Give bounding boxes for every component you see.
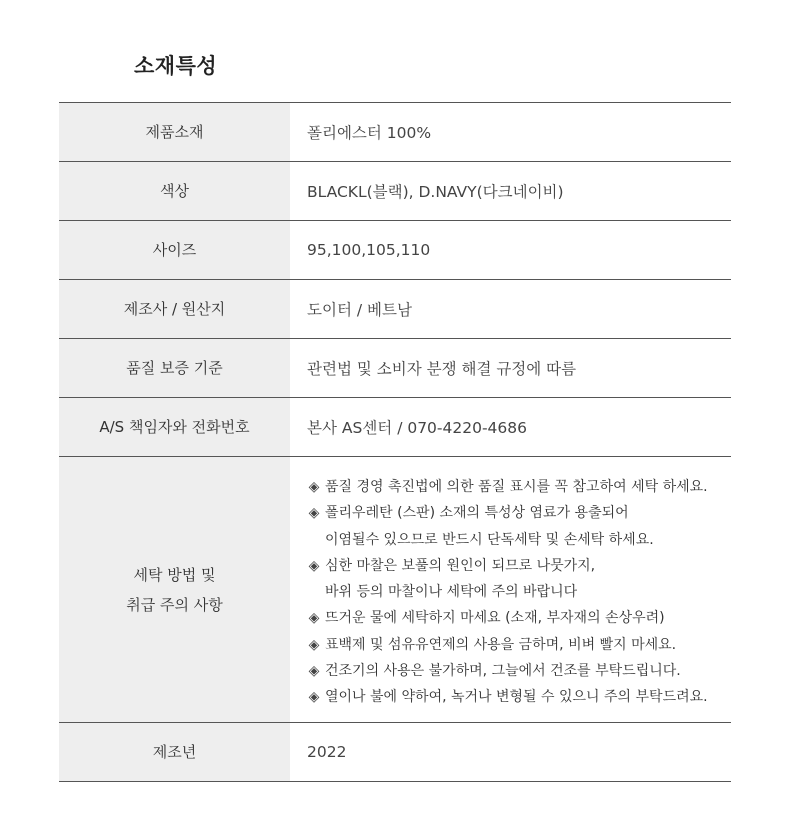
spec-row-manufacturer-origin	[59, 280, 731, 339]
spec-label: 색상	[59, 162, 290, 220]
diamond-bullet-icon: ◈	[308, 689, 320, 706]
wash-instruction-text: 심한 마찰은 보풀의 원인이 되므로 나뭇가지,	[325, 557, 596, 574]
wash-instruction-text: 이염될수 있으므로 반드시 단독세탁 및 손세탁 하세요.	[325, 531, 654, 548]
spec-value: BLACKL(블랙), D.NAVY(다크네이비)	[307, 183, 564, 201]
section-title: 소재특성	[134, 54, 218, 78]
wash-instruction-item	[306, 605, 731, 631]
spec-label: 사이즈	[59, 221, 290, 279]
spec-row-material	[59, 103, 731, 162]
wash-label-line-2: 취급 주의 사항	[126, 595, 223, 614]
spec-value: 폴리에스터 100%	[307, 124, 432, 142]
spec-value: 본사 AS센터 / 070-4220-4686	[307, 419, 528, 437]
spec-label: 품질 보증 기준	[59, 339, 290, 397]
spec-label: A/S 책임자와 전화번호	[59, 398, 290, 456]
spec-value: 95,100,105,110	[307, 241, 431, 259]
spec-row-size	[59, 221, 731, 280]
spec-value: 관련법 및 소비자 분쟁 해결 규정에 따름	[307, 360, 577, 378]
spec-row-washing-care	[59, 457, 731, 723]
spec-value: 도이터 / 베트남	[307, 301, 412, 319]
spec-label: 제품소재	[59, 103, 290, 161]
material-spec-table	[59, 102, 731, 782]
wash-instruction-item	[306, 500, 731, 526]
diamond-bullet-icon: ◈	[308, 505, 320, 522]
spec-row-as-contact	[59, 398, 731, 457]
spec-row-quality-warranty	[59, 339, 731, 398]
wash-instruction-text: 품질 경영 촉진법에 의한 품질 표시를 꼭 참고하여 세탁 하세요.	[325, 479, 708, 495]
wash-instruction-text: 바위 등의 마찰이나 세탁에 주의 바랍니다	[325, 584, 578, 601]
wash-instruction-text: 건조기의 사용은 불가하며, 그늘에서 건조를 부탁드립니다.	[325, 663, 681, 680]
diamond-bullet-icon: ◈	[308, 557, 320, 574]
wash-instructions	[290, 457, 731, 722]
diamond-bullet-icon: ◈	[308, 479, 320, 495]
spec-label: 제조사 / 원산지	[59, 280, 290, 338]
spec-value: 2022	[307, 743, 347, 761]
wash-instruction-continuation	[306, 527, 731, 553]
wash-instruction-text: 표백제 및 섬유유연제의 사용을 금하며, 비벼 빨지 마세요.	[325, 636, 677, 653]
spec-row-color	[59, 162, 731, 221]
wash-instruction-item	[306, 658, 731, 684]
wash-instruction-continuation	[306, 579, 731, 605]
wash-instruction-item	[306, 684, 731, 710]
wash-instruction-item	[306, 474, 731, 500]
diamond-bullet-icon: ◈	[308, 636, 320, 653]
wash-instruction-item	[306, 632, 731, 658]
wash-label-line-1: 세탁 방법 및	[133, 565, 216, 584]
wash-instruction-item	[306, 553, 731, 579]
diamond-bullet-icon: ◈	[308, 663, 320, 680]
diamond-bullet-icon: ◈	[308, 610, 320, 627]
wash-instruction-text: 열이나 불에 약하여, 녹거나 변형될 수 있으니 주의 부탁드려요.	[325, 689, 708, 706]
spec-label: 제조년	[59, 723, 290, 781]
spec-row-manufacture-year	[59, 723, 731, 782]
wash-instruction-text: 뜨거운 물에 세탁하지 마세요 (소재, 부자재의 손상우려)	[325, 610, 665, 627]
spec-label	[59, 457, 290, 722]
wash-instruction-text: 폴리우레탄 (스판) 소재의 특성상 염료가 용출되어	[325, 505, 629, 522]
